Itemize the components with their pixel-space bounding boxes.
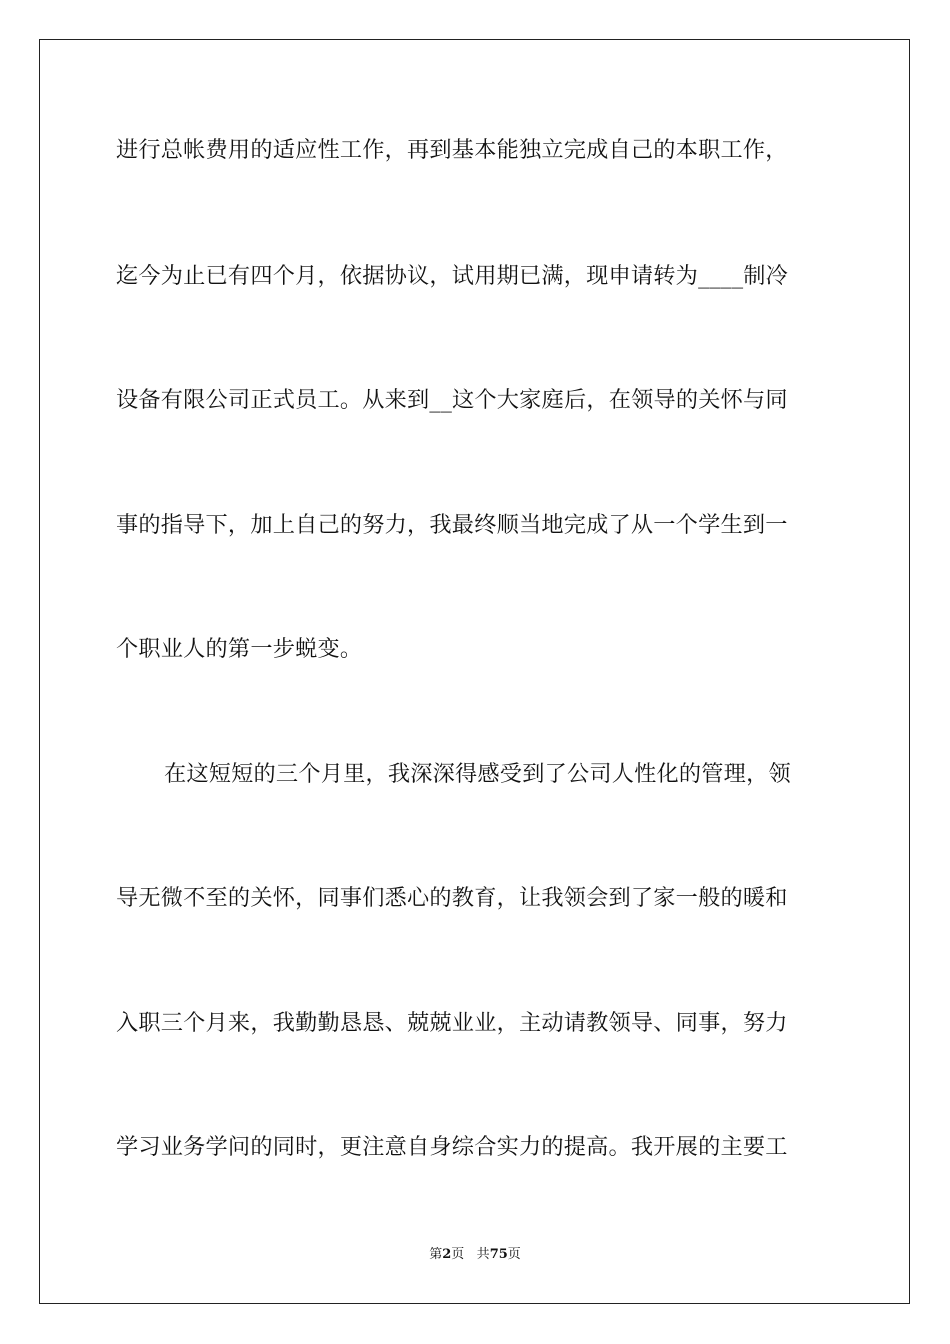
page-number: 2 [442,1247,452,1262]
body-text-line-1: 进行总帐费用的适应性工作，再到基本能独立完成自己的本职工作， [116,137,788,163]
page-footer [0,1245,950,1265]
page-suffix: 页 [451,1247,465,1262]
body-text-line-8: 入职三个月来，我勤勤恳恳、兢兢业业，主动请教领导、同事，努力 [116,1010,788,1036]
page-prefix: 第 [429,1247,443,1262]
body-text-line-6: 在这短短的三个月里，我深深得感受到了公司人性化的管理，领 [164,761,791,787]
page-border [39,39,910,1304]
body-text-line-2: 迄今为止已有四个月，依据协议，试用期已满，现申请转为____制冷 [116,263,789,289]
body-text-line-5: 个职业人的第一步蜕变。 [116,636,363,662]
body-text-line-9: 学习业务学问的同时，更注意自身综合实力的提高。我开展的主要工 [116,1134,788,1160]
total-suffix: 页 [507,1247,521,1262]
total-pages: 75 [489,1247,508,1262]
total-prefix: 共 [476,1247,490,1262]
body-text-line-4: 事的指导下，加上自己的努力，我最终顺当地完成了从一个学生到一 [116,512,788,538]
body-text-line-7: 导无微不至的关怀，同事们悉心的教育，让我领会到了家一般的暖和 [116,885,788,911]
body-text-line-3: 设备有限公司正式员工。从来到__这个大家庭后，在领导的关怀与同 [116,387,788,413]
